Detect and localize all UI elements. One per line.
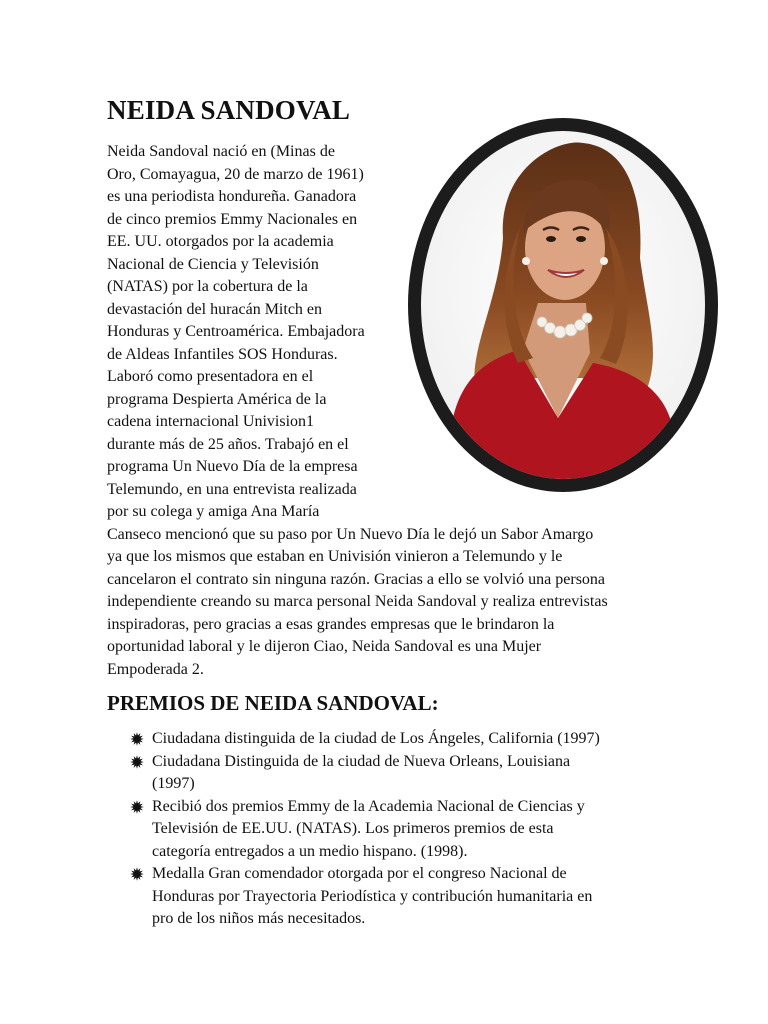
bio-line: oportunidad laboral y le dijeron Ciao, Neida Sandoval es una Mujer bbox=[107, 638, 542, 655]
bio-line: programa Despierta América de la bbox=[107, 390, 327, 408]
bio-line: Laboró como presentadora en el bbox=[107, 368, 314, 385]
bio-line: de Aldeas Infantiles SOS Honduras. bbox=[107, 345, 338, 363]
starburst-bullet-icon bbox=[130, 867, 144, 881]
award-item bbox=[130, 796, 650, 864]
awards-list bbox=[130, 728, 650, 931]
bio-line: Nacional de Ciencia y Televisión bbox=[107, 255, 319, 273]
awards-heading: PREMIOS DE NEIDA SANDOVAL: bbox=[107, 691, 439, 715]
award-text-line: Ciudadana distinguida de la ciudad de Los Ángeles, California (1997) bbox=[152, 730, 600, 747]
bio-line: Empoderada 2. bbox=[107, 660, 204, 678]
bio-line: Oro, Comayagua, 20 de marzo de 1961) bbox=[107, 165, 364, 183]
bio-line: cancelaron el contrato sin ninguna razón. Gracias a ello se volvió una persona bbox=[107, 570, 606, 588]
bio-line: por su colega y amiga Ana María bbox=[107, 503, 320, 520]
bio-line: independiente creando su marca personal Neida Sandoval y realiza entrevistas bbox=[107, 593, 608, 610]
bio-line: es una periodista hondureña. Ganadora bbox=[107, 188, 357, 205]
award-text-line: pro de los niños más necesitados. bbox=[152, 910, 366, 927]
award-item bbox=[130, 728, 650, 751]
bio-line: Neida Sandoval nació en (Minas de bbox=[107, 143, 335, 160]
award-text-line: Medalla Gran comendador otorgada por el congreso Nacional de bbox=[152, 865, 567, 882]
starburst-bullet-icon bbox=[130, 732, 144, 746]
page-title: NEIDA SANDOVAL bbox=[107, 95, 351, 125]
bio-line: Telemundo, en una entrevista realizada bbox=[107, 480, 357, 498]
award-item bbox=[130, 751, 650, 796]
award-text-line: (1997) bbox=[152, 775, 195, 792]
bio-line: durante más de 25 años. Trabajó en el bbox=[107, 435, 349, 453]
bio-line: ya que los mismos que estaban en Univisión vinieron a Telemundo y le bbox=[107, 548, 563, 565]
bio-line: inspiradoras, pero gracias a esas grandes empresas que le brindaron la bbox=[107, 615, 555, 633]
bio-line: devastación del huracán Mitch en bbox=[107, 300, 323, 318]
award-text-line: Ciudadana Distinguida de la ciudad de Nueva Orleans, Louisiana bbox=[152, 752, 571, 770]
award-text-line: Televisión de EE.UU. (NATAS). Los primeros premios de esta bbox=[152, 820, 554, 837]
award-item bbox=[130, 863, 650, 931]
award-text-line: Honduras por Trayectoria Periodística y contribución humanitaria en bbox=[152, 887, 593, 905]
bio-line: Honduras y Centroamérica. Embajadora bbox=[107, 323, 365, 340]
bio-line: cadena internacional Univision1 bbox=[107, 413, 315, 430]
biography-text bbox=[107, 141, 667, 681]
bio-line: de cinco premios Emmy Nacionales en bbox=[107, 210, 358, 228]
starburst-bullet-icon bbox=[130, 800, 144, 814]
bio-line: Canseco mencionó que su paso por Un Nuevo Día le dejó un Sabor Amargo bbox=[107, 525, 594, 543]
bio-line: EE. UU. otorgados por la academia bbox=[107, 233, 334, 250]
bio-line: (NATAS) por la cobertura de la bbox=[107, 278, 308, 295]
award-text-line: Recibió dos premios Emmy de la Academia Nacional de Ciencias y bbox=[152, 797, 585, 815]
bio-line: programa Un Nuevo Día de la empresa bbox=[107, 458, 358, 475]
award-text-line: categoría entregados a un medio hispano. (1998). bbox=[152, 842, 468, 860]
starburst-bullet-icon bbox=[130, 755, 144, 769]
